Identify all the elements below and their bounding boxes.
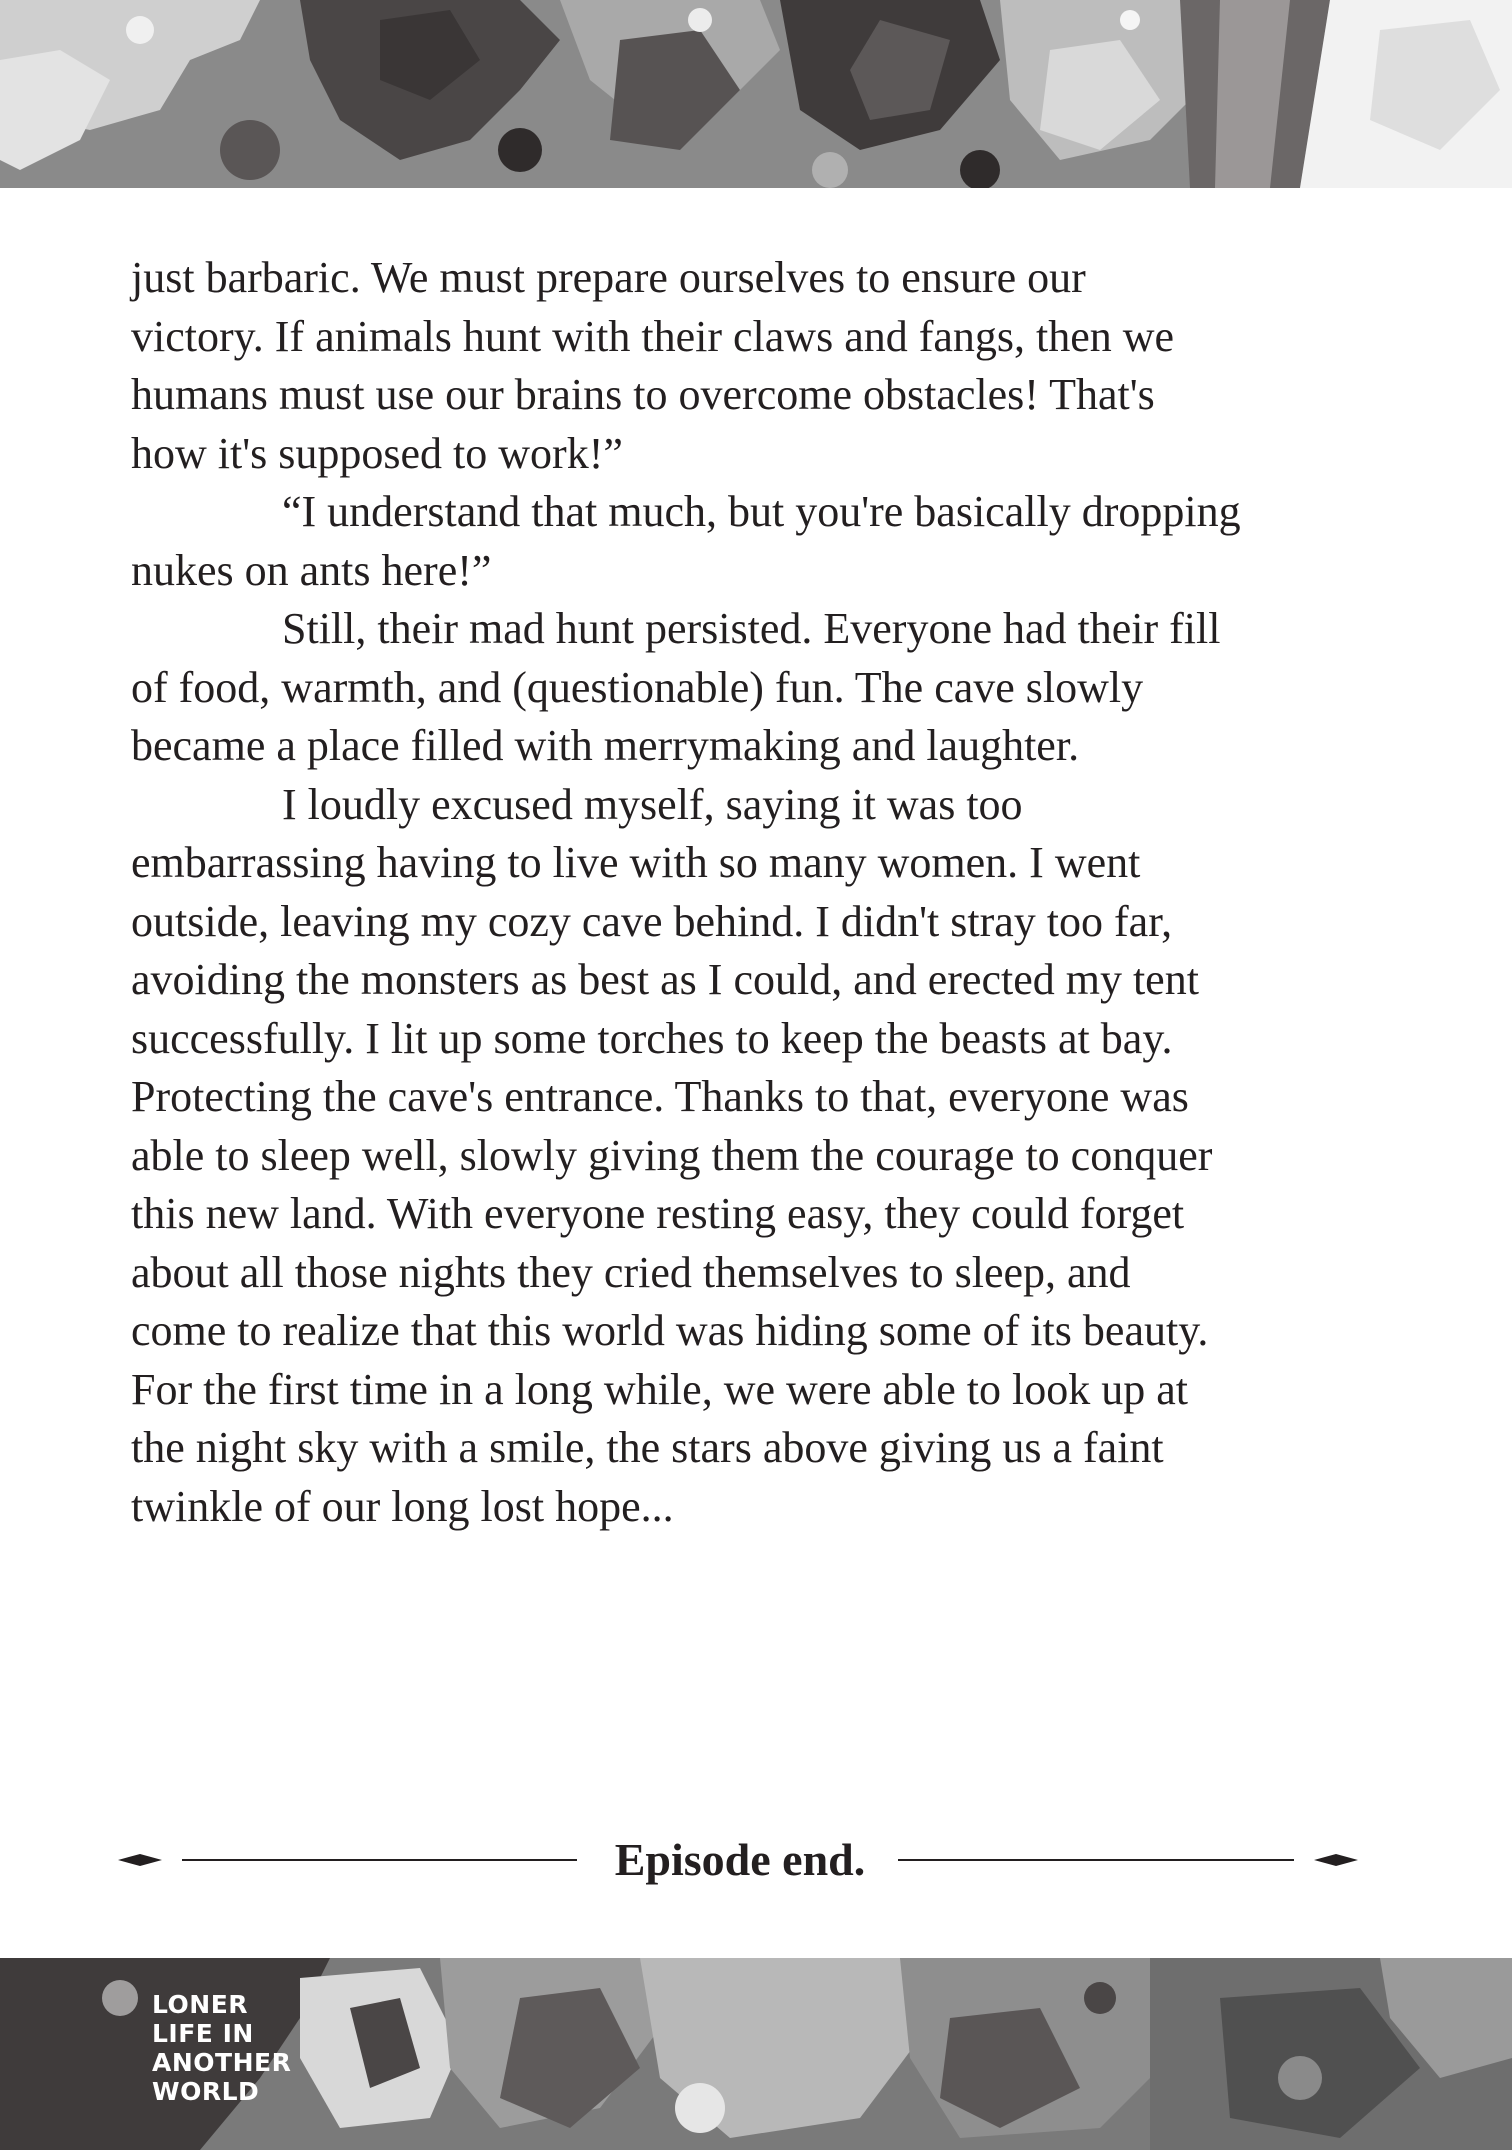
text-line: became a place filled with merrymaking and laughter. [131, 721, 1080, 770]
text-line: Still, their mad hunt persisted. Everyone had their fill [282, 604, 1221, 653]
text-line: outside, leaving my cozy cave behind. I didn't stray too far, [131, 896, 1173, 946]
text-line: how it's supposed to work!” [131, 428, 623, 478]
text-line: successfully. I lit up some torches to keep the beasts at bay. [131, 1013, 1173, 1063]
logo-line: ANOTHER [152, 2048, 292, 2077]
right-ornament-icon [1314, 1854, 1358, 1866]
book-title-logo [152, 1990, 291, 2106]
text-line: twinkle of our long lost hope... [131, 1481, 674, 1531]
text-line: nukes on ants here!” [131, 545, 492, 595]
logo-line: WORLD [152, 2077, 260, 2106]
episode-end-label: Episode end. [614, 1834, 866, 1885]
text-line: victory. If animals hunt with their claws and fangs, then we [131, 311, 1175, 361]
text-line: “I understand that much, but you're basically dropping [282, 487, 1241, 536]
text-line: Protecting the cave's entrance. Thanks to that, everyone was [131, 1072, 1189, 1121]
text-line: able to sleep well, slowly giving them the courage to conquer [131, 1130, 1213, 1180]
text-line: of food, warmth, and (questionable) fun. The cave slowly [131, 662, 1144, 712]
text-line: For the first time in a long while, we were able to look up at [131, 1364, 1188, 1414]
text-line: just barbaric. We must prepare ourselves to ensure our [131, 253, 1086, 302]
text-line: this new land. With everyone resting easy, they could forget [131, 1189, 1185, 1238]
right-divider-line [898, 1859, 1294, 1861]
top-decorative-banner [0, 0, 1512, 188]
logo-line: LONER [152, 1990, 249, 2019]
text-line: avoiding the monsters as best as I could, and erected my tent [131, 955, 1199, 1004]
text-line: I loudly excused myself, saying it was too [282, 779, 1023, 829]
text-line: the night sky with a smile, the stars above giving us a faint [131, 1423, 1164, 1472]
text-line: come to realize that this world was hiding some of its beauty. [131, 1306, 1209, 1355]
text-line: embarrassing having to live with so many women. I went [131, 838, 1141, 887]
text-line: about all those nights they cried themselves to sleep, and [131, 1247, 1131, 1297]
chapter-text [131, 249, 1391, 1536]
text-line: humans must use our brains to overcome obstacles! That's [131, 370, 1155, 419]
episode-end-divider [0, 1835, 1512, 1885]
foliage-artwork [0, 0, 1512, 188]
logo-line: LIFE IN [152, 2019, 254, 2048]
